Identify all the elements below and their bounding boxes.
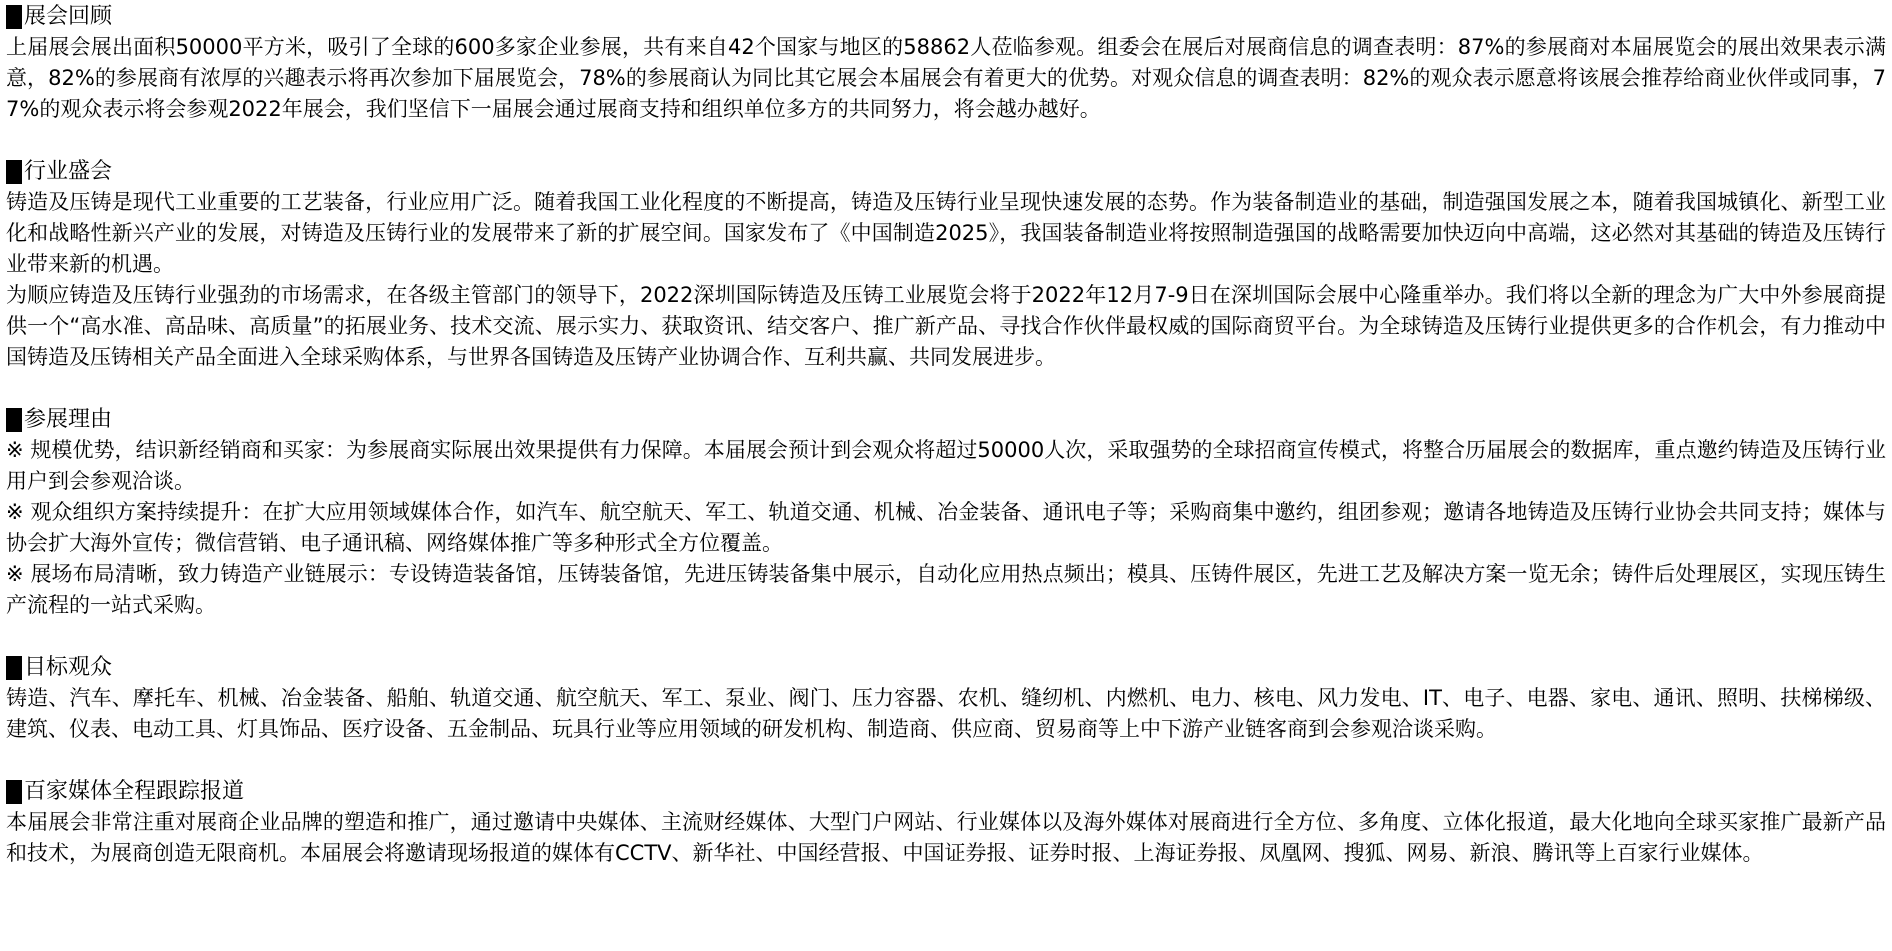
square-bullet-icon xyxy=(6,780,22,804)
section-industry-event xyxy=(6,156,1886,373)
section-heading-text: 行业盛会 xyxy=(24,159,113,184)
paragraph: ※ 观众组织方案持续提升：在扩大应用领域媒体合作，如汽车、航空航天、军工、轨道交通、机械、冶金装备、通讯电子等；采购商集中邀约，组团参观；邀请各地铸造及压铸行业协会共同支持；媒体与协会扩大海外宣传；微信营销、电子通讯稿、网络媒体推广等多种形式全方位覆盖。 xyxy=(6,500,1886,555)
square-bullet-icon xyxy=(6,408,22,432)
section-heading-text: 目标观众 xyxy=(24,655,113,680)
section-exhibition-review xyxy=(6,1,1886,125)
paragraph: 上届展会展出面积50000平方米，吸引了全球的600多家企业参展，共有来自42个国家与地区的58862人莅临参观。组委会在展后对展商信息的调查表明：87%的参展商对本届展览会的展出效果表示满意，82%的参展商有浓厚的兴趣表示将再次参加下届展览会，78%的参展商认为同比其它展会本届展会有着更大的优势。对观众信息的调查表明：82%的观众表示愿意将该展会推荐给商业伙伴或同事，77%的观众表示将会参观2022年展会，我们坚信下一届展会通过展商支持和组织单位多方的共同努力，将会越办越好。 xyxy=(6,35,1886,121)
section-media-coverage xyxy=(6,776,1886,869)
section-target-audience xyxy=(6,652,1886,745)
section-reasons-to-exhibit xyxy=(6,404,1886,621)
section-heading-text: 百家媒体全程跟踪报道 xyxy=(24,779,245,804)
paragraph: ※ 展场布局清晰，致力铸造产业链展示：专设铸造装备馆，压铸装备馆，先进压铸装备集中展示，自动化应用热点频出；模具、压铸件展区，先进工艺及解决方案一览无余；铸件后处理展区，实现压铸生产流程的一站式采购。 xyxy=(6,562,1886,617)
section-heading-text: 展会回顾 xyxy=(24,4,113,29)
section-heading xyxy=(6,652,1886,683)
paragraph: 铸造及压铸是现代工业重要的工艺装备，行业应用广泛。随着我国工业化程度的不断提高，铸造及压铸行业呈现快速发展的态势。作为装备制造业的基础，制造强国发展之本，随着我国城镇化、新型工业化和战略性新兴产业的发展，对铸造及压铸行业的发展带来了新的扩展空间。国家发布了《中国制造2025》，我国装备制造业将按照制造强国的战略需要加快迈向中高端，这必然对其基础的铸造及压铸行业带来新的机遇。 xyxy=(6,190,1886,276)
square-bullet-icon xyxy=(6,656,22,680)
square-bullet-icon xyxy=(6,160,22,184)
section-heading xyxy=(6,1,1886,32)
section-heading xyxy=(6,156,1886,187)
section-heading-text: 参展理由 xyxy=(24,407,113,432)
paragraph: 铸造、汽车、摩托车、机械、冶金装备、船舶、轨道交通、航空航天、军工、泵业、阀门、压力容器、农机、缝纫机、内燃机、电力、核电、风力发电、IT、电子、电器、家电、通讯、照明、扶梯梯级、建筑、仪表、电动工具、灯具饰品、医疗设备、五金制品、玩具行业等应用领域的研发机构、制造商、供应商、贸易商等上中下游产业链客商到会参观洽谈采购。 xyxy=(6,686,1886,741)
paragraph: ※ 规模优势，结识新经销商和买家：为参展商实际展出效果提供有力保障。本届展会预计到会观众将超过50000人次，采取强势的全球招商宣传模式，将整合历届展会的数据库，重点邀约铸造及压铸行业用户到会参观洽谈。 xyxy=(6,438,1886,493)
paragraph: 为顺应铸造及压铸行业强劲的市场需求，在各级主管部门的领导下，2022深圳国际铸造及压铸工业展览会将于2022年12月7-9日在深圳国际会展中心隆重举办。我们将以全新的理念为广大中外参展商提供一个“高水准、高品味、高质量”的拓展业务、技术交流、展示实力、获取资讯、结交客户、推广新产品、寻找合作伙伴最权威的国际商贸平台。为全球铸造及压铸行业提供更多的合作机会，有力推动中国铸造及压铸相关产品全面进入全球采购体系，与世界各国铸造及压铸产业协调合作、互利共赢、共同发展进步。 xyxy=(6,283,1886,369)
section-heading xyxy=(6,776,1886,807)
paragraph: 本届展会非常注重对展商企业品牌的塑造和推广，通过邀请中央媒体、主流财经媒体、大型门户网站、行业媒体以及海外媒体对展商进行全方位、多角度、立体化报道，最大化地向全球买家推广最新产品和技术，为展商创造无限商机。本届展会将邀请现场报道的媒体有CCTV、新华社、中国经营报、中国证券报、证券时报、上海证券报、凤凰网、搜狐、网易、新浪、腾讯等上百家行业媒体。 xyxy=(6,810,1886,865)
section-heading xyxy=(6,404,1886,435)
square-bullet-icon xyxy=(6,5,22,29)
